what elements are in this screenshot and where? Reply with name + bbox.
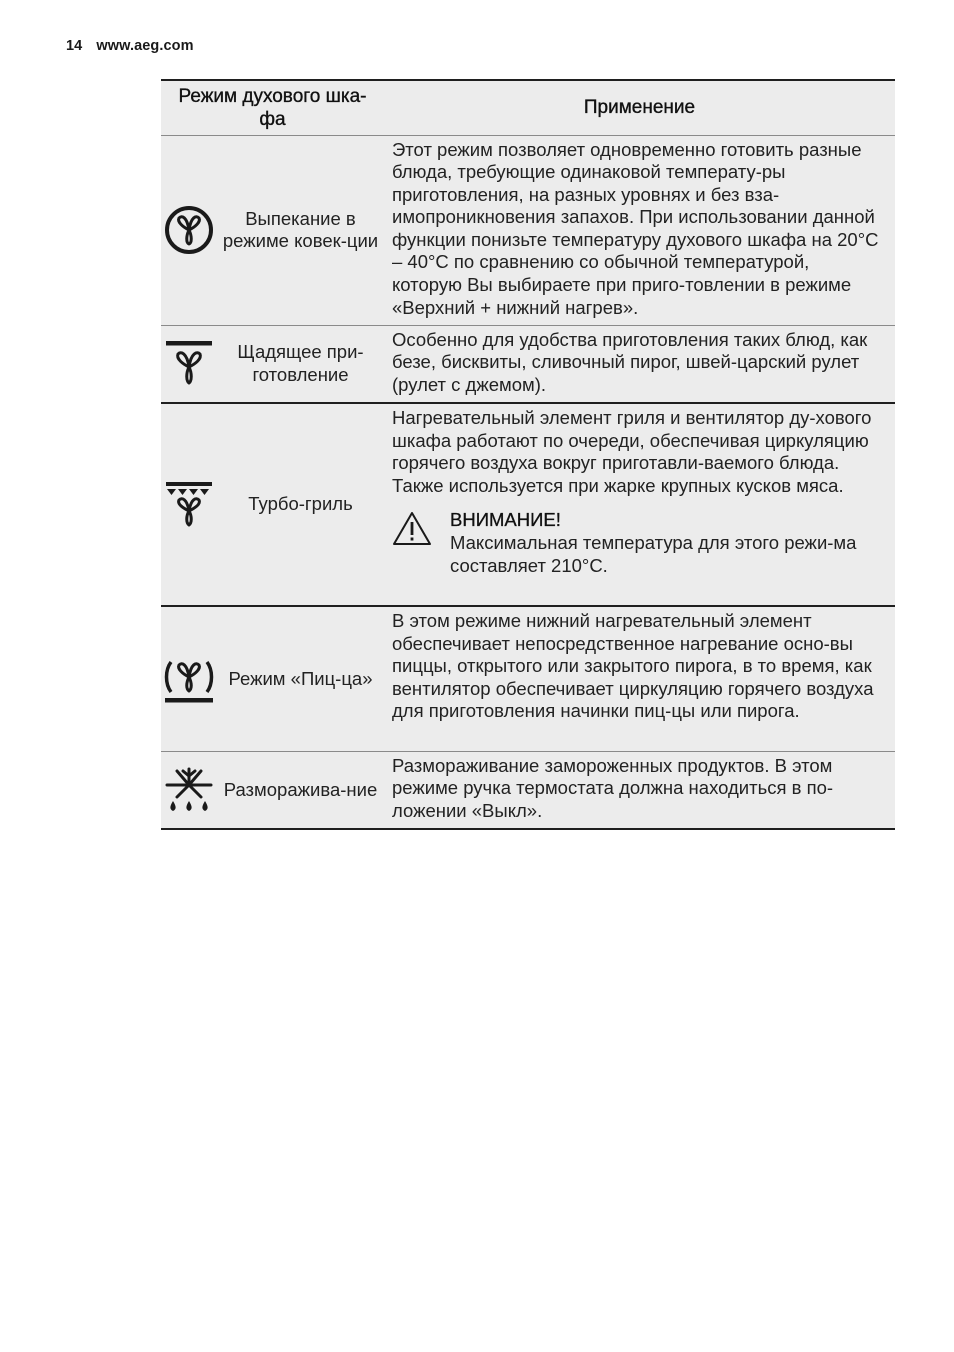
mode-cell — [161, 606, 384, 751]
page-header — [66, 38, 194, 54]
turbo-grill-icon — [161, 480, 217, 530]
mode-name: Щадящее при-готовление — [237, 341, 364, 385]
website-link[interactable]: www.aeg.com — [96, 38, 194, 54]
mode-cell — [161, 751, 384, 829]
table-row-gentle-cooking — [161, 325, 895, 403]
usage-cell: В этом режиме нижний нагревательный элемент обеспечивает непосредственное нагревание осно-вы пиццы, открытого или закрытого пирога, в то время, как вентилятор обеспечивает циркуляцию горячего воздуха для приготовления начинки пиц-цы или пирога. — [384, 606, 895, 751]
warning-triangle-icon — [392, 509, 450, 577]
mode-inner — [161, 205, 384, 255]
table-row-pizza — [161, 606, 895, 751]
warning-text: Максимальная температура для этого режи-ма составляет 210°C. — [450, 531, 857, 576]
mode-name: Режим «Пиц-ца» — [228, 667, 373, 689]
fan-top-heat-icon — [161, 339, 217, 389]
usage-text: Нагревательный элемент гриля и вентилятор ду-хового шкафа работают по очереди, обеспечивая циркуляцию горячего воздуха вокруг приготавли-ваемого блюда. Также используется при жарке крупных кусков мяса. — [392, 407, 872, 496]
table-row-convection — [161, 135, 895, 325]
page-number: 14 — [66, 38, 83, 54]
mode-name: Разморажива-ние — [223, 778, 378, 800]
mode-inner — [161, 765, 384, 815]
column-header-mode-label: Режим духового шка- фа — [178, 85, 367, 130]
mode-inner — [161, 654, 384, 704]
mode-inner — [161, 480, 384, 530]
warning-content — [450, 509, 881, 577]
table-row-turbo-grill — [161, 403, 895, 606]
defrost-icon — [161, 765, 217, 815]
pizza-mode-icon — [161, 654, 217, 704]
usage-cell: Размораживание замороженных продуктов. В этом режиме ручка термостата должна находиться в по-ложении «Выкл». — [384, 751, 895, 829]
table-header-row — [161, 80, 895, 135]
fan-convection-icon — [161, 205, 217, 255]
mode-name: Выпекание в режиме ковек-ции — [222, 207, 379, 251]
mode-cell — [161, 403, 384, 606]
usage-cell: Этот режим позволяет одновременно готовить разные блюда, требующие одинаковой температу-ры приготовления, на разных уровнях и без вза-имопроникновения запахов. При использовании данной функции понизьте температуру духового шкафа на 20°C – 40°C по сравнению со обычной температурой, которую Вы выбираете при приго-товлении в режиме «Верхний + нижний нагрев». — [384, 135, 895, 325]
usage-cell — [384, 403, 895, 606]
usage-cell: Особенно для удобства приготовления таких блюд, как безе, бисквиты, сливочный пирог, швей-царский рулет (рулет с джемом). — [384, 325, 895, 403]
table-row-defrost — [161, 751, 895, 829]
mode-cell — [161, 325, 384, 403]
column-header-usage: Применение — [384, 80, 895, 135]
warning-title: ВНИМАНИЕ! — [450, 509, 561, 531]
column-header-mode — [161, 80, 384, 135]
mode-cell — [161, 135, 384, 325]
mode-name: Турбо-гриль — [248, 493, 353, 515]
warning-block — [392, 509, 881, 577]
oven-modes-table — [161, 79, 895, 830]
mode-inner — [161, 339, 384, 389]
